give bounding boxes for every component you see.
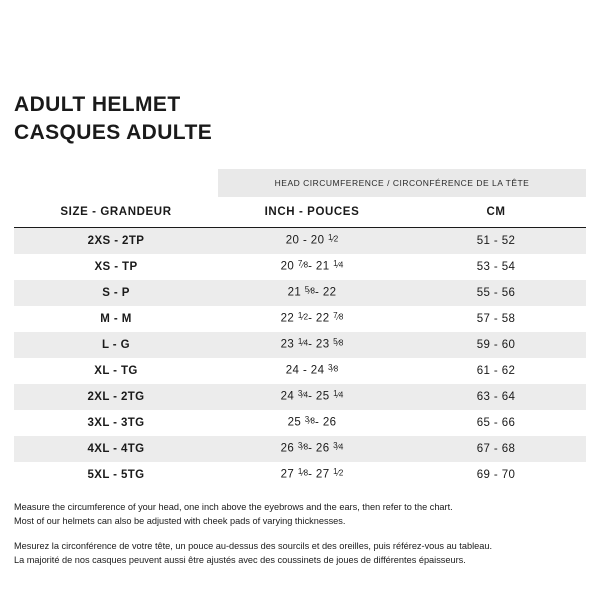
group-header-head-circumference: HEAD CIRCUMFERENCE / CIRCONFÉRENCE DE LA TÊTE (218, 169, 586, 197)
cell-cm: 55 - 56 (406, 280, 586, 306)
column-header-inch: INCH - POUCES (218, 197, 406, 228)
table-row (14, 410, 586, 436)
cell-size: S - P (14, 280, 218, 306)
group-header-spacer (14, 169, 218, 197)
group-header-row (14, 169, 586, 197)
cell-cm: 65 - 66 (406, 410, 586, 436)
title-line-1: ADULT HELMET (14, 93, 181, 116)
cell-cm: 59 - 60 (406, 332, 586, 358)
helmet-size-table (14, 169, 586, 488)
cell-cm: 63 - 64 (406, 384, 586, 410)
notes-gap (14, 528, 586, 539)
cell-inch: 20 $^7⁄_8-$ 21 $^1⁄_4$ (218, 254, 406, 280)
table-row (14, 280, 586, 306)
table-row (14, 436, 586, 462)
cell-size: M - M (14, 306, 218, 332)
table-row (14, 358, 586, 384)
column-header-cm: CM (406, 197, 586, 228)
notes-block (14, 500, 586, 568)
cell-inch: 23 $^1⁄_4-$ 23 $^5⁄_8$ (218, 332, 406, 358)
cell-cm: 57 - 58 (406, 306, 586, 332)
cell-inch: 24 $^3⁄_4-$ 25 $^1⁄_4$ (218, 384, 406, 410)
note-fr-line-2: La majorité de nos casques peuvent aussi être ajustés avec des coussinets de joues de différentes épaisseurs. (14, 555, 466, 566)
cell-size: L - G (14, 332, 218, 358)
cell-size: 2XL - 2TG (14, 384, 218, 410)
table-row (14, 462, 586, 488)
table-row (14, 254, 586, 280)
cell-size: XS - TP (14, 254, 218, 280)
title-line-2: CASQUES ADULTE (14, 121, 213, 145)
cell-size: XL - TG (14, 358, 218, 384)
cell-cm: 53 - 54 (406, 254, 586, 280)
table-row (14, 332, 586, 358)
table-row (14, 306, 586, 332)
cell-inch: 20 - 20 $^1⁄_2$ (218, 227, 406, 254)
cell-inch: 24 - 24 $^3⁄_8$ (218, 358, 406, 384)
cell-inch: 21 $^5⁄_8-$ 22 (218, 280, 406, 306)
cell-inch: 26 $^3⁄_8-$ 26 $^3⁄_4$ (218, 436, 406, 462)
cell-size: 3XL - 3TG (14, 410, 218, 436)
cell-cm: 61 - 62 (406, 358, 586, 384)
cell-cm: 69 - 70 (406, 462, 586, 488)
note-en-line-1: Measure the circumference of your head, one inch above the eyebrows and the ears, then refer to the chart. (14, 501, 453, 512)
note-fr-line-1: Mesurez la circonférence de votre tête, un pouce au-dessus des sourcils et des oreilles, puis référez-vous au tableau. (14, 541, 493, 551)
table-row (14, 384, 586, 410)
table-row (14, 227, 586, 254)
column-header-row (14, 197, 586, 228)
cell-size: 2XS - 2TP (14, 227, 218, 254)
table-body (14, 169, 586, 228)
page-title (14, 0, 586, 147)
cell-inch: 27 $^1⁄_8-$ 27 $^1⁄_2$ (218, 462, 406, 488)
column-header-size: SIZE - GRANDEUR (14, 197, 218, 228)
cell-cm: 67 - 68 (406, 436, 586, 462)
cell-size: 4XL - 4TG (14, 436, 218, 462)
cell-inch: 25 $^3⁄_8-$ 26 (218, 410, 406, 436)
cell-size: 5XL - 5TG (14, 462, 218, 488)
cell-inch: 22 $^1⁄_2-$ 22 $^7⁄_8$ (218, 306, 406, 332)
cell-cm: 51 - 52 (406, 227, 586, 254)
note-en-line-2: Most of our helmets can also be adjusted with cheek pads of varying thicknesses. (14, 515, 346, 526)
